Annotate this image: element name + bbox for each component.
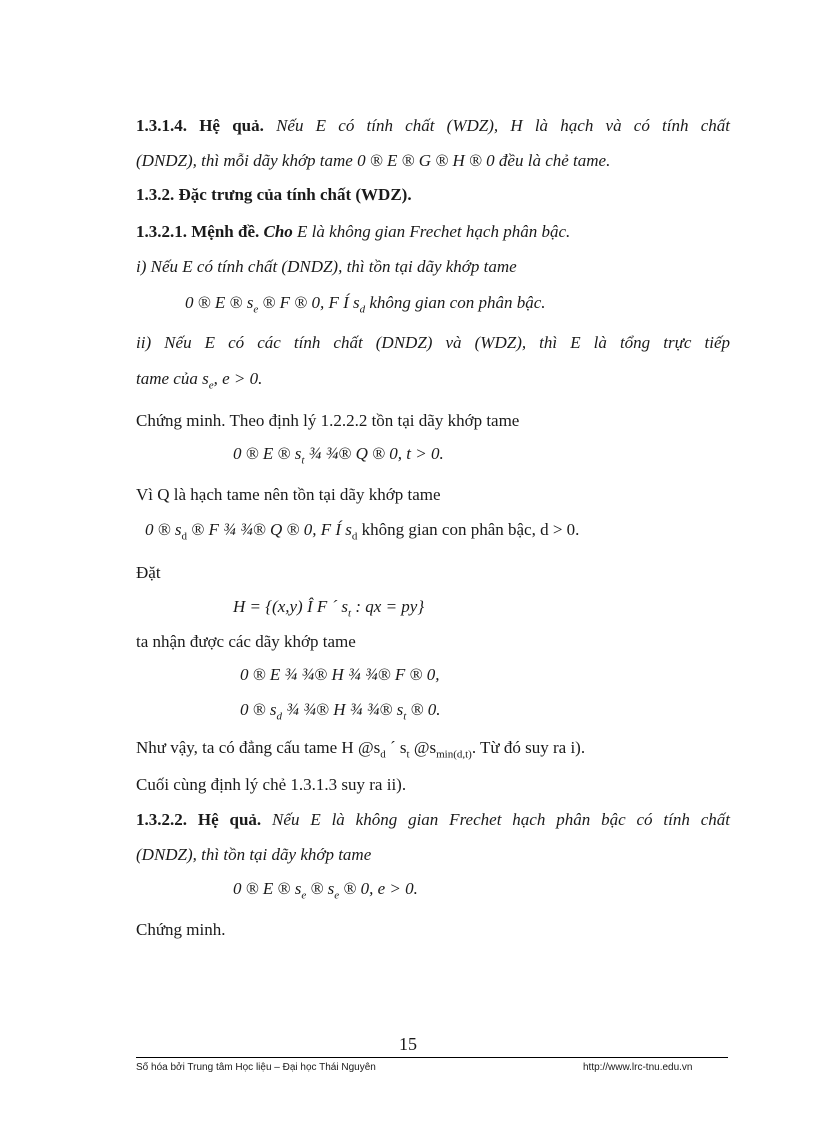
exact-sequence-6: 0 ® E ® $s_e$ ® $s_e$ ® 0, e > 0. <box>233 879 418 902</box>
proof-intro: Chứng minh. Theo định lý 1.2.2.2 tồn tại dãy khớp tame <box>136 411 520 430</box>
proof-line-q: Vì Q là hạch tame nên tồn tại dãy khớp tame <box>136 485 441 504</box>
footer-left-text: Số hóa bởi Trung tâm Học liệu – Đại học Thái Nguyên <box>136 1062 376 1073</box>
proof-conclusion: Cuối cùng định lý chẻ 1.3.1.3 suy ra ii). <box>136 775 407 794</box>
section-heading-1-3-2: 1.3.2. Đặc trưng của tính chất (WDZ). <box>136 185 412 204</box>
definition-h: H = {(x,y) Î F ´ $s_t$ : qx = py} <box>233 597 425 620</box>
corollary-1-3-1-4-line-1 <box>136 115 730 137</box>
corollary-label: 1.3.1.4. Hệ quả. <box>136 116 264 135</box>
corollary-1-3-2-2-line-2: (DNDZ), thì tồn tại dãy khớp tame <box>136 845 372 864</box>
page-number: 15 <box>399 1034 417 1054</box>
exact-sequence-4: 0 ® E ¾ ¾® H ¾ ¾® F ® 0, <box>240 665 440 684</box>
proposition-1-3-2-1: 1.3.2.1. Mệnh đề. Cho E là không gian Frechet hạch phân bậc. <box>136 222 571 241</box>
proposition-item-ii-cont: tame của $s_e$, e > 0. <box>136 369 263 392</box>
corollary-text: Nếu E có tính chất (WDZ), H là hạch và có tính chất <box>263 116 730 135</box>
proof-dat: Đặt <box>136 563 161 582</box>
proof-isomorphism: Như vậy, ta có đẳng cấu tame H $@s_d$ ´ $s_t$ $@s_{min(d,t)}$. Từ đó suy ra i). <box>136 738 586 761</box>
footer-url[interactable]: http://www.lrc-tnu.edu.vn <box>583 1062 693 1073</box>
exact-sequence-1: 0 ® E ® $s_e$ ® F ® 0, F Í $s_d$ không gian con phân bậc. <box>185 293 546 316</box>
footer-divider <box>136 1057 728 1058</box>
proposition-item-i: i) Nếu E có tính chất (DNDZ), thì tồn tại dãy khớp tame <box>136 257 517 276</box>
exact-sequence-2: 0 ® E ® $s_t$ ¾ ¾® Q ® 0, t > 0. <box>233 444 444 467</box>
exact-sequence-3: 0 ® $s_d$ ® F ¾ ¾® Q ® 0, F Í $s_d$ không gian con phân bậc, d > 0. <box>145 520 580 543</box>
exact-sequence-5: 0 ® $s_d$ ¾ ¾® H ¾ ¾® $s_t$ ® 0. <box>240 700 441 723</box>
corollary-1-3-1-4-line-2: (DNDZ), thì mỗi dãy khớp tame 0 ® E ® G ® H ® 0 đều là chẻ tame. <box>136 151 611 170</box>
corollary-1-3-2-2-line-1: 1.3.2.2. Hệ quả. Nếu E là không gian Frechet hạch phân bậc có tính chất <box>136 810 731 829</box>
proof-sequences-intro: ta nhận được các dãy khớp tame <box>136 632 356 651</box>
proposition-item-ii: ii) Nếu E có các tính chất (DNDZ) và (WDZ), thì E là tổng trực tiếp <box>136 333 730 352</box>
proof-start-corollary: Chứng minh. <box>136 920 226 939</box>
